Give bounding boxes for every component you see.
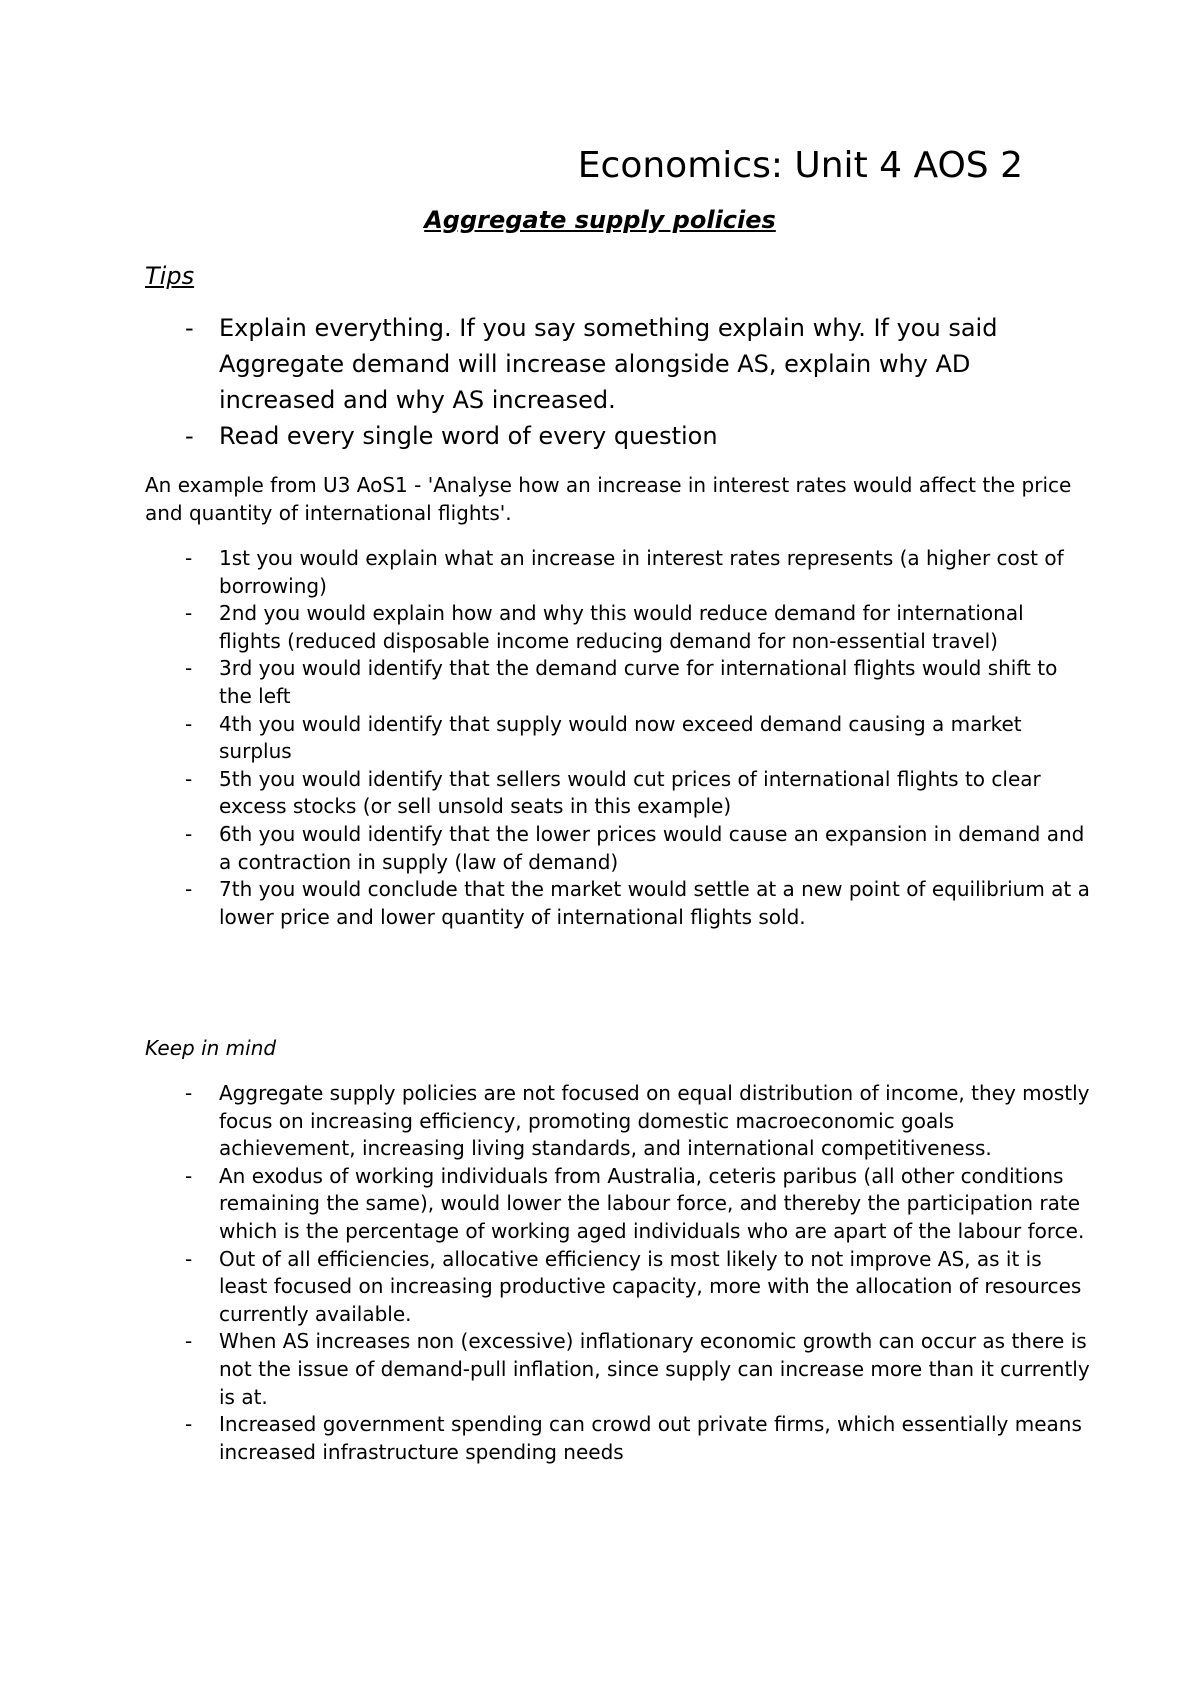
dash-bullet: - [185, 314, 194, 342]
example-intro: An example from U3 AoS1 - 'Analyse how an increase in interest rates would affect the price and quantity of international flights'. [145, 473, 1072, 525]
list-item-text: 5th you would identify that sellers would cut prices of international flights to clear excess stocks (or sell unsold seats in this example) [219, 766, 1041, 819]
steps-list [145, 545, 1090, 931]
list-item-text: 7th you would conclude that the market would settle at a new point of equilibrium at a lower price and lower quantity of international flights sold. [219, 877, 1090, 929]
list-item-text: Explain everything. If you say something explain why. If you said Aggregate demand will increase alongside AS, explain why AD increased and why AS increased. [219, 314, 998, 414]
list-item-text: Out of all efficiencies, allocative efficiency is most likely to not improve AS, as it is least focused on increasing productive capacity, more with the allocation of resources currently available. [219, 1246, 1082, 1326]
list-item [145, 1163, 1090, 1246]
dash-bullet: - [185, 1329, 193, 1354]
list-item [145, 1328, 1090, 1411]
list-item [145, 545, 1090, 600]
list-item [145, 1411, 1090, 1466]
document-title: Economics: Unit 4 AOS 2 [577, 145, 1023, 186]
dash-bullet: - [185, 877, 193, 902]
dash-bullet: - [185, 1412, 193, 1437]
list-item-text: 2nd you would explain how and why this would reduce demand for international flights (reduced disposable income reducing demand for non-essential travel) [219, 601, 1024, 653]
list-item [145, 655, 1090, 710]
list-item [145, 600, 1090, 655]
keep-in-mind-heading: Keep in mind [145, 1036, 277, 1060]
dash-bullet: - [185, 1081, 193, 1105]
document-subtitle: Aggregate supply policies [424, 206, 776, 234]
list-item [145, 1080, 1090, 1163]
dash-bullet: - [185, 766, 193, 791]
dash-bullet: - [185, 601, 193, 626]
list-item-text: 6th you would identify that the lower prices would cause an expansion in demand and a contraction in supply (law of demand) [219, 821, 1085, 874]
dash-bullet: - [185, 711, 193, 736]
list-item-text: 4th you would identify that supply would now exceed demand causing a market surplus [219, 711, 1022, 764]
tips-heading: Tips [145, 262, 195, 290]
keep-in-mind-list [145, 1080, 1090, 1466]
list-item [145, 766, 1090, 821]
list-item [145, 876, 1090, 931]
list-item-text: Read every single word of every question [219, 422, 718, 450]
list-item-text: 1st you would explain what an increase in interest rates represents (a higher cost of borrowing) [219, 546, 1064, 598]
tips-list [145, 310, 1085, 454]
list-item [145, 310, 1085, 418]
list-item [145, 1246, 1090, 1329]
list-item [145, 821, 1090, 876]
list-item [145, 418, 1085, 454]
list-item-text: Increased government spending can crowd out private firms, which essentially means increased infrastructure spending needs [219, 1412, 1082, 1464]
dash-bullet: - [185, 821, 193, 846]
list-item-text: An exodus of working individuals from Australia, ceteris paribus (all other conditions remaining the same), would lower the labour force, and thereby the participation rate which is the percentage of working aged individuals who are apart of the labour force. [219, 1163, 1085, 1243]
list-item-text: 3rd you would identify that the demand curve for international flights would shift to the left [219, 656, 1058, 708]
list-item-text: Aggregate supply policies are not focused on equal distribution of income, they mostly focus on increasing efficiency, promoting domestic macroeconomic goals achievement, increasing living standards, and international competitiveness. [219, 1081, 1090, 1161]
dash-bullet: - [185, 656, 193, 681]
dash-bullet: - [185, 422, 194, 450]
list-item [145, 711, 1090, 766]
dash-bullet: - [185, 1246, 193, 1271]
dash-bullet: - [185, 1163, 193, 1188]
list-item-text: When AS increases non (excessive) inflationary economic growth can occur as there is not the issue of demand-pull inflation, since supply can increase more than it currently is at. [219, 1329, 1090, 1409]
dash-bullet: - [185, 546, 193, 570]
